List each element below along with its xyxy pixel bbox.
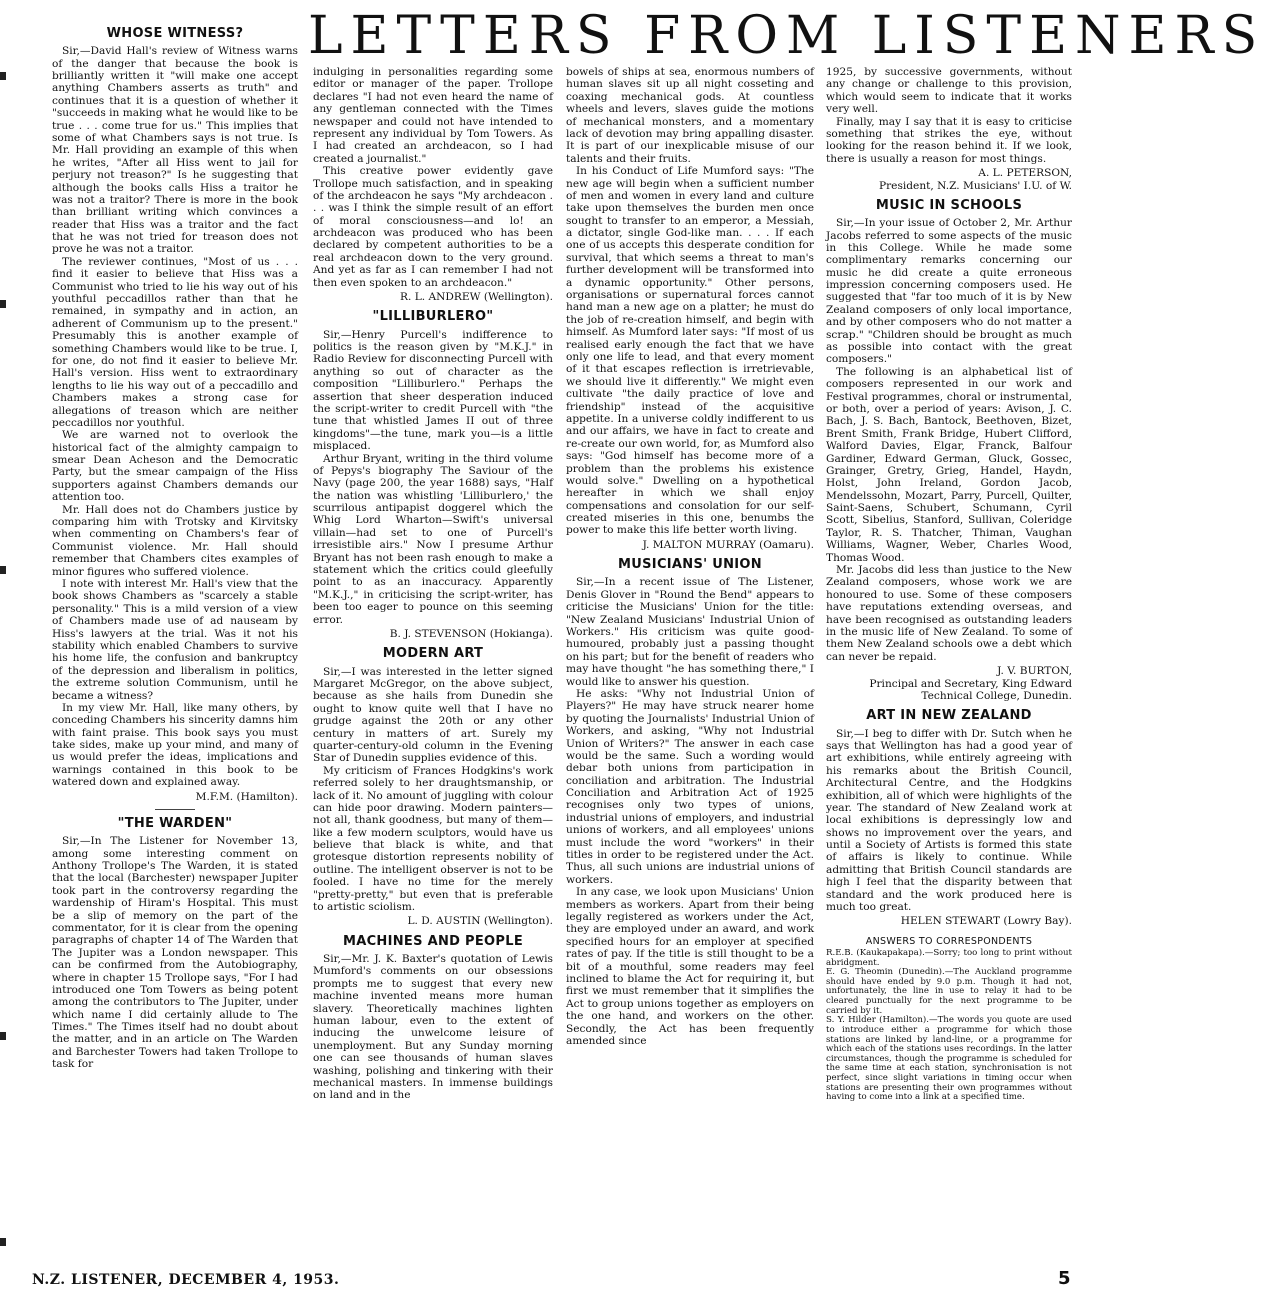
column-3 <box>566 66 814 1272</box>
letter-signature: President, N.Z. Musicians' I.U. of W. <box>878 179 1072 192</box>
letter-signature: HELEN STEWART (Lowry Bay). <box>900 915 1072 928</box>
letter-signature: L. D. AUSTIN (Wellington). <box>407 915 553 928</box>
letter-signature: J. MALTON MURRAY (Oamaru). <box>642 538 814 551</box>
letter-paragraph: My criticism of Frances Hodgkins's work referred solely to her draughtsmanship, or lack of it. No amount of juggling with colour can hide poor drawing. Modern painters—not all, thank goodness, but many of them—like a few modern sculptors, would have us believe that black is white, and that grotesque distortion represents nobility of outline. The intelligent observer is not to be fooled. I have no time for the merely "pretty-pretty," but even that is preferable to artistic sciolism. <box>313 764 553 914</box>
answer-item: E. G. Theomin (Dunedin).—The Auckland programme should have ended by 9.0 p.m. Though it had not, unfortunately, the line in use to relay it had to be cleared punctually for the next programme to be carried by it. <box>826 967 1072 1016</box>
letter-heading: WHOSE WITNESS? <box>106 26 244 41</box>
letter-signature: J. V. BURTON, <box>997 665 1072 678</box>
answer-item: S. Y. Hilder (Hamilton).—The words you quote are used to introduce either a programme for which those stations are linked by land-line, or a programme for which each of the stations uses recordings. In the latter circumstances, though the programme is scheduled for the same time at each station, synchronisation is not perfect, since slight variations in timing occur when stations are presenting their own programmes without having to come into a link at a specified time. <box>826 1015 1072 1103</box>
letter-heading: "THE WARDEN" <box>117 816 233 832</box>
letter-paragraph: This creative power evidently gave Trollope much satisfaction, and in speaking of the archdeacon he says "My archdeacon . . . was I think the simple result of an effort of moral consciousness—and lo! an archdeacon was produced who has been declared by competent authorities to be a real archdeacon down to the very ground. And yet as far as I can remember I had not then even spoken to an archdeacon." <box>313 165 553 289</box>
margin-mark <box>0 1032 6 1040</box>
letter-paragraph: Sir,—Henry Purcell's indifference to politics is the reason given by "M.K.J." in Radio Review for disconnecting Purcell with anything so out of character as the composition "Lilliburlero." Perhaps the assertion that sheer desperation induced the script-writer to credit Purcell with "the tune that whistled James II out of three kingdoms"—the tune, mark you—is a little misplaced. <box>313 328 553 453</box>
letter-paragraph: Finally, may I say that it is easy to criticise something that strikes the eye, without looking for the reason behind it. If we look, there is usually a reason for most things. <box>826 115 1072 165</box>
letter-paragraph: In my view Mr. Hall, like many others, by conceding Chambers his sincerity damns him with faint praise. This book says you must take sides, make up your mind, and many of us would prefer the ideas, implications and warnings contained in this book to be watered down and explained away. <box>52 701 298 789</box>
letter-paragraph: The following is an alphabetical list of composers represented in our work and Festival programmes, choral or instrumental, or both, over a period of years: Avison, J. C. Bach, J. S. Bach, Bantock, Beethoven, Bizet, Brent Smith, Frank Bridge, Hubert Clifford, Walford Davies, Elgar, Franck, Balfour Gardiner, Edward German, Gluck, Gossec, Grainger, Gretry, Grieg, Handel, Haydn, Holst, John Ireland, Gordon Jacob, Mendelssohn, Mozart, Parry, Purcell, Quilter, Saint-Saens, Schubert, Schumann, Cyril Scott, Sibelius, Stanford, Sullivan, Coleridge Taylor, R. S. Thatcher, Thiman, Vaughan Williams, Wagner, Weber, Charles Wood, Thomas Wood. <box>826 365 1072 564</box>
margin-mark <box>0 1238 6 1246</box>
letter-paragraph: Sir,—Mr. J. K. Baxter's quotation of Lewis Mumford's comments on our obsessions prompts me to suggest that every new machine invented means more human slavery. Theoretically machines lighten human labour, even to the extent of inducing the unwelcome leisure of unemployment. But any Sunday morning one can see thousands of human slaves washing, polishing and tinkering with their mechanical masters. In immense buildings on land and in the <box>313 953 553 1102</box>
answer-item: R.E.B. (Kaukapakapa).—Sorry; too long to print without abridgment. <box>826 947 1072 968</box>
column-4 <box>826 66 1072 1272</box>
letter-signature: R. L. ANDREW (Wellington). <box>399 291 553 304</box>
masthead-title: LETTERS FROM LISTENERS <box>308 6 1265 66</box>
letter-signature: M.F.M. (Hamilton). <box>195 790 298 803</box>
letter-paragraph: Sir,—I beg to differ with Dr. Sutch when he says that Wellington has had a good year of art exhibitions, while entirely agreeing with his remarks about the British Council, Architectural Centre, and the Hodgkins exhibition, all of which were highlights of the year. The standard of New Zealand work at local exhibitions is depressingly low and shows no improvement over the years, and until a Society of Artists is formed this state of affairs is likely to continue. While admitting that British Council standards are high I feel that the disparity between that standard and the work produced here is much too great. <box>826 727 1072 914</box>
letter-paragraph: bowels of ships at sea, enormous numbers of human slaves sit up all night cosseting and coaxing mechanical gods. At countless wheels and levers, slaves guide the motions of mechanical monsters, and a momentary lack of devotion may bring appalling disaster. It is part of our inexplicable misuse of our talents and their fruits. <box>566 66 814 165</box>
letter-heading: MODERN ART <box>382 646 484 662</box>
letter-paragraph: Mr. Hall does not do Chambers justice by comparing him with Trotsky and Kirvitsky when commenting on Chambers's fear of Communist violence. Mr. Hall should remember that Chambers cites examples of minor figures who suffered violence. <box>52 503 298 578</box>
letter-paragraph: 1925, by successive governments, without any change or challenge to this provision, which would seem to indicate that it works very well. <box>826 66 1072 116</box>
letter-paragraph: Sir,—David Hall's review of Witness warns of the danger that because the book is brilliantly written it "will make one accept anything Chambers asserts as truth" and continues that it is a question of whether it "succeeds in making what he would like to be true . . . come true for us." This implies that some of what Chambers says is not true. Is Mr. Hall providing an example of this when he writes, "After all Hiss went to jail for perjury not treason?" Is he suggesting that although the books calls Hiss a traitor he was not a traitor? There is more in the book than brilliant writing which convinces a reader that Hiss was a traitor and the fact that he was not tried for treason does not prove he was not a traitor. <box>52 45 298 256</box>
letter-paragraph: In his Conduct of Life Mumford says: "The new age will begin when a sufficient number of men and women in every land and culture take upon themselves the burden men once sought to transfer to an emperor, a Messiah, a dictator, single God-like man. . . . If each one of us accepts this desperate condition for survival, that which seems a threat to man's further development will be transformed into a dynamic opportunity." Other persons, organisations or supernatural forces cannot hand man a new age on a platter; he must do the job of re-creation himself, and begin with himself. As Mumford later says: "If most of us realised early enough the fact that we have only one life to lead, and that every moment of it that escapes reflection is irretrievable, we should live it differently." We might even cultivate "the daily practice of love and friendship" instead of the acquisitive appetite. In a universe coldly indifferent to us and our affairs, we have in fact to create and re-create our own world, for, as Mumford also says: "God himself has become more of a problem than the problems his existence would solve." Dwelling on a hypothetical hereafter in which we shall enjoy compensations and consolation for our self-created miseries in this one, benumbs the power to make this life better worth living. <box>566 165 814 537</box>
letter-signature: B. J. STEVENSON (Hokianga). <box>389 628 553 640</box>
letter-paragraph: indulging in personalities regarding some editor or manager of the paper. Trollope declares "I had not even heard the name of any gentleman connected with the Times newspaper and could not have intended to represent any individual by Tom Towers. As I had created an archdeacon, so I had created a journalist." <box>313 66 553 165</box>
letter-heading: MUSICIANS' UNION <box>618 557 762 573</box>
letter-paragraph: Sir,—I was interested in the letter signed Margaret McGregor, on the above subject, because as she hails from Dunedin she ought to know quite well that I have no grudge against the 20th or any other century in matters of art. Surely my quarter-century-old column in the Evening Star of Dunedin supplies evidence of this. <box>313 665 553 765</box>
letter-paragraph: Mr. Jacobs did less than justice to the New Zealand composers, whose work we are honoured to use. Some of these composers have reputations extending overseas, and have been recognised as outstanding leaders in the music life of New Zealand. To some of them New Zealand schools owe a debt which can never be repaid. <box>826 564 1072 663</box>
letter-paragraph: Sir,—In a recent issue of The Listener, Denis Glover in "Round the Bend" appears to criticise the Musicians' Union for the title: "New Zealand Musicians' Industrial Union of Workers." His criticism was quite good-humoured, probably just a passing thought on his part; but for the benefit of readers who may have thought "he has something there," I would like to answer his question. <box>566 576 814 688</box>
letter-heading: MACHINES AND PEOPLE <box>342 933 523 949</box>
column-2 <box>313 66 553 1272</box>
letter-paragraph: I note with interest Mr. Hall's view that the book shows Chambers as "scarcely a stable personality." This is a mild version of a view of Chambers made use of ad nauseam by Hiss's lawyers at the trial. Was it not his stability which enabled Chambers to survive his home life, the confusion and bankruptcy of the depression and liberalism in politics, the extreme solution Communism, until he became a witness? <box>52 578 298 702</box>
letter-signature: Principal and Secretary, King Edward Technical College, Dunedin. <box>869 677 1072 702</box>
letter-heading: MUSIC IN SCHOOLS <box>875 197 1023 213</box>
margin-mark <box>0 566 6 574</box>
letter-signature: A. L. PETERSON, <box>978 167 1072 180</box>
page-number: 5 <box>1058 1268 1071 1289</box>
letter-paragraph: Sir,—In your issue of October 2, Mr. Arthur Jacobs referred to some aspects of the music in this College. While he made some complimentary remarks concerning our music he did create a quite erroneous impression concerning composers used. He suggested that "far too much of it is by New Zealand composers of only local importance, and by other composers who do not matter a scrap." "Children should be brought as much as possible into contact with the great composers." <box>826 217 1072 366</box>
letter-heading: ART IN NEW ZEALAND <box>866 708 1032 724</box>
margin-mark <box>0 300 6 308</box>
letter-heading: "LILLIBURLERO" <box>372 309 494 325</box>
divider <box>155 809 195 810</box>
letter-paragraph: We are warned not to overlook the historical fact of the almighty campaign to smear Dean Acheson and the Democratic Party, but the smear campaign of the Hiss supporters against Chambers demands our attention too. <box>52 429 298 504</box>
margin-mark <box>0 72 6 80</box>
column-1 <box>52 20 298 1272</box>
issue-footer: N.Z. LISTENER, DECEMBER 4, 1953. <box>32 1272 340 1288</box>
letter-paragraph: Sir,—In The Listener for November 13, among some interesting comment on Anthony Trollope's The Warden, it is stated that the local (Barchester) newspaper Jupiter took part in the controversy regarding the wardenship of Hiram's Hospital. This must be a slip of memory on the part of the commentator, for it is clear from the opening paragraphs of chapter 14 of The Warden that The Jupiter was a London newspaper. This can be confirmed from the Autobiography, where in chapter 15 Trollope says, "For I had introduced one Tom Towers as being potent among the contributors to The Jupiter, under which name I did certainly allude to The Times." The Times itself had no doubt about the matter, and in an article on The Warden and Barchester Towers had taken Trollope to task for <box>52 835 298 1071</box>
letter-paragraph: The reviewer continues, "Most of us . . . find it easier to believe that Hiss was a Communist who tried to lie his way out of his youthful peccadillos rather than that he remained, in sympathy and in action, an adherent of Communism up to the present." Presumably this is another example of something Chambers would like to be true. I, for one, do not find it easier to believe Mr. Hall's version. Hiss went to extraordinary lengths to lie his way out of a peccadillo and Chambers makes a strong case for allegations of treason which are neither peccadillos nor youthful. <box>52 255 298 429</box>
letter-paragraph: He asks: "Why not Industrial Union of Players?" He may have struck nearer home by quoting the Journalists' Industrial Union of Workers, and asking, "Why not Industrial Union of Writers?" The answer in each case would be the same. Such a wording would debar both unions from participation in conciliation and arbitration. The Industrial Conciliation and Arbitration Act of 1925 recognises only two types of unions, industrial unions of employers, and industrial unions of workers, and all employees' unions must include the word "workers" in their titles in order to be registered under the Act. Thus, all such unions are industrial unions of workers. <box>566 687 814 886</box>
letter-paragraph: In any case, we look upon Musicians' Union members as workers. Apart from their being legally registered as workers under the Act, they are employed under an award, and work specified hours for an employer at specified rates of pay. If the title is still thought to be a bit of a mouthful, some readers may feel inclined to blame the Act for requiring it, but first we must remember that it simplifies the Act to group unions together as employers on the one hand, and workers on the other. Secondly, the Act has been frequently amended since <box>566 886 814 1047</box>
answers-heading: ANSWERS TO CORRESPONDENTS <box>865 935 1033 947</box>
letter-paragraph: Arthur Bryant, writing in the third volume of Pepys's biography The Saviour of the Navy (page 200, the year 1688) says, "Half the nation was whistling 'Lilliburlero,' the scurrilous antipapist doggerel which the Whig Lord Wharton—Swift's universal villain—had set to one of Purcell's irresistible airs." Now I presume Arthur Bryant has not been rash enough to make a statement which the critics could gleefully point to as an inaccuracy. Apparently "M.K.J.," in criticising the script-writer, has been too eager to pounce on this seeming error. <box>313 452 553 626</box>
